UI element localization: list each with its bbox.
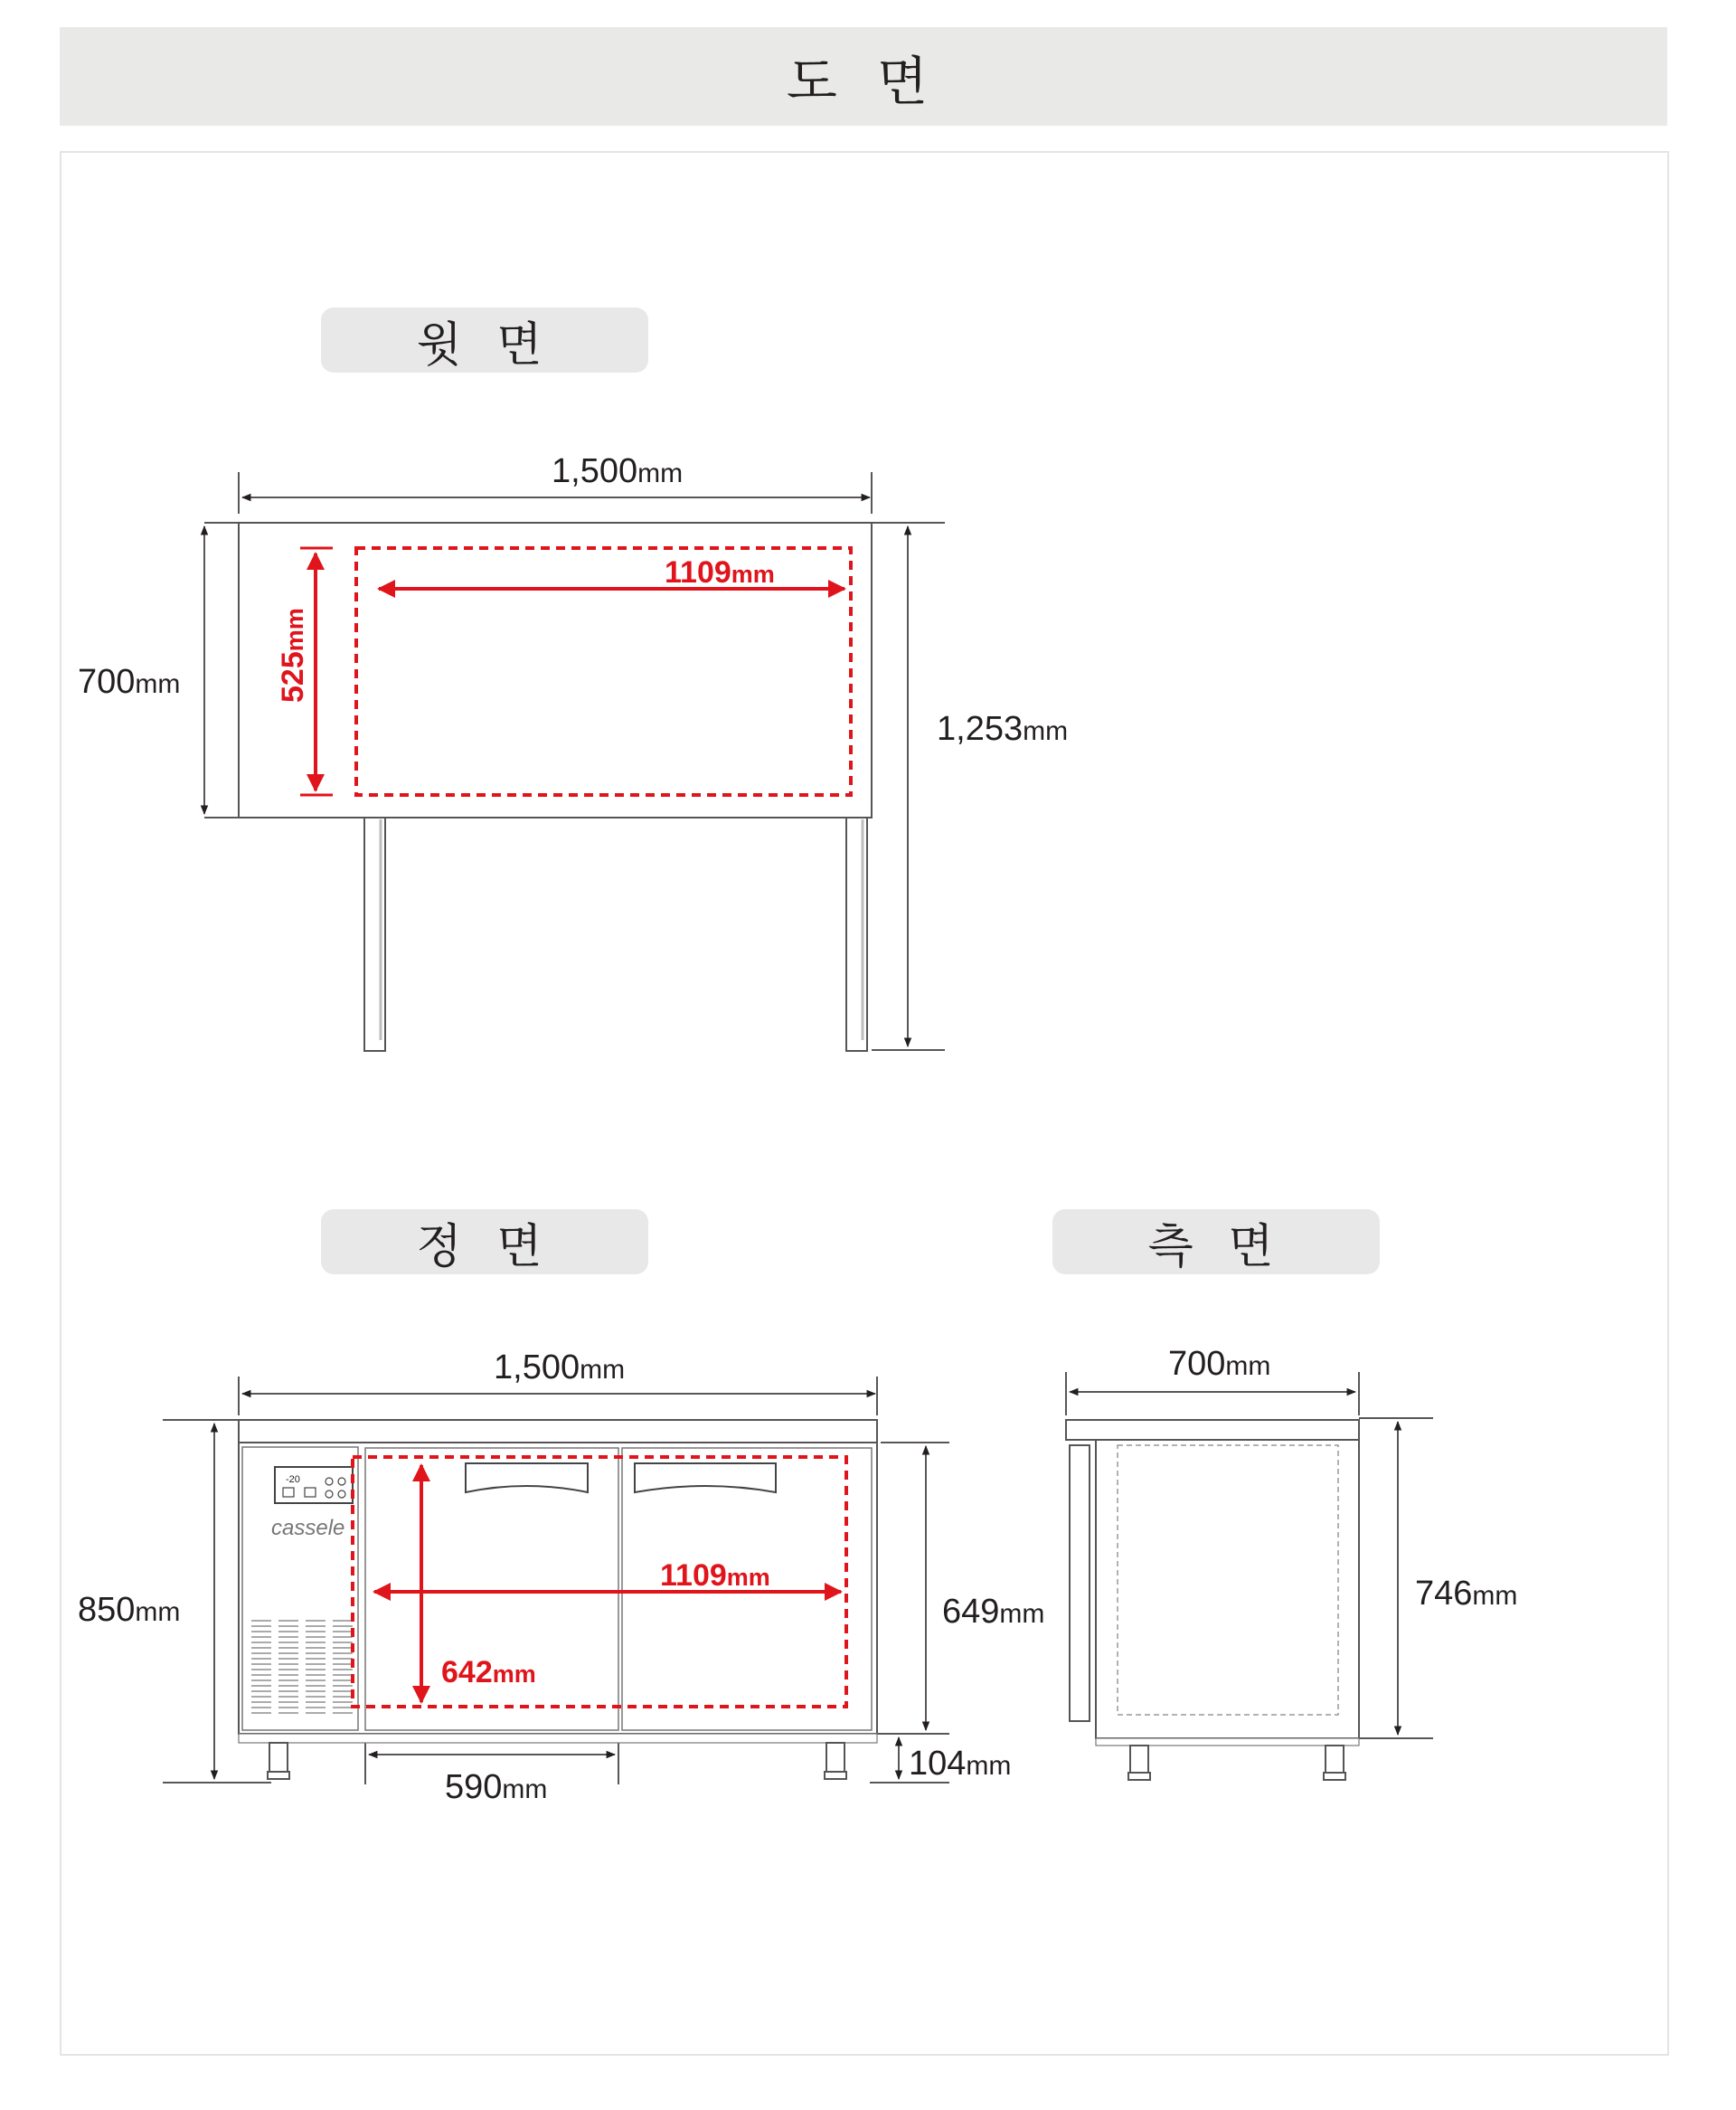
top-height-value: 1,253: [937, 710, 1024, 748]
front-legs: [268, 1743, 846, 1779]
side-view-drawing: [1066, 1345, 1517, 1780]
svg-text:1,253mm: [937, 710, 1068, 748]
top-depth-value: 700: [78, 663, 136, 701]
front-height-unit: mm: [135, 1597, 181, 1627]
top-view-legs: [364, 818, 867, 1051]
front-width-value: 1,500: [494, 1348, 580, 1386]
top-inner-width-unit: mm: [731, 561, 775, 588]
svg-text:642mm: [441, 1655, 536, 1689]
top-width-unit: mm: [637, 459, 684, 488]
front-top-plate: [239, 1420, 877, 1443]
top-width-value: 1,500: [552, 452, 638, 490]
front-height-value: 850: [78, 1591, 136, 1629]
svg-text:1,500mm: [494, 1348, 625, 1386]
top-view-title: 윗 면: [416, 318, 553, 372]
side-body: [1096, 1440, 1359, 1738]
side-view-title: 측 면: [1147, 1220, 1285, 1273]
leg-height-value: 104: [909, 1745, 967, 1783]
svg-text:649mm: [942, 1593, 1044, 1631]
side-legs: [1128, 1746, 1345, 1780]
body-height-unit: mm: [999, 1599, 1045, 1629]
brand-logo: cassele: [271, 1516, 345, 1540]
svg-text:590mm: [445, 1768, 547, 1806]
front-inner-height-value: 642: [441, 1655, 493, 1689]
svg-text:104mm: [909, 1745, 1011, 1783]
front-inner-width-unit: mm: [726, 1564, 770, 1591]
top-view-drawing: [78, 452, 1068, 1051]
display-readout: -20: [286, 1474, 300, 1485]
top-inner-width-value: 1109: [665, 555, 731, 590]
front-width-unit: mm: [580, 1355, 626, 1385]
side-top-plate: [1066, 1420, 1359, 1440]
svg-text:1109mm: [665, 555, 775, 590]
top-view-counter: [239, 523, 872, 818]
side-depth-unit: mm: [1225, 1351, 1271, 1381]
front-view-title: 정 면: [416, 1220, 553, 1273]
side-door-edge: [1070, 1445, 1090, 1721]
front-inner-height-unit: mm: [492, 1661, 536, 1688]
top-depth-unit: mm: [135, 669, 181, 699]
svg-text:1,500mm: [552, 452, 683, 490]
page-title: 도 면: [786, 52, 941, 111]
front-view-drawing: [78, 1348, 1044, 1806]
svg-text:746mm: [1415, 1575, 1517, 1613]
top-inner-depth-value: 525: [276, 651, 310, 703]
side-height-unit: mm: [1472, 1581, 1518, 1611]
front-inner-width-value: 1109: [660, 1558, 727, 1593]
door-width-value: 590: [445, 1768, 503, 1806]
svg-text:1109mm: [660, 1558, 770, 1593]
svg-text:700mm: [78, 663, 180, 701]
leg-height-unit: mm: [966, 1751, 1012, 1781]
side-depth-value: 700: [1168, 1345, 1226, 1383]
svg-text:525mm: [276, 608, 310, 703]
side-height-value: 746: [1415, 1575, 1473, 1613]
top-inner-depth-unit: mm: [281, 608, 308, 652]
top-height-unit: mm: [1023, 716, 1069, 746]
svg-text:850mm: [78, 1591, 180, 1629]
body-height-value: 649: [942, 1593, 1000, 1631]
door-width-unit: mm: [502, 1774, 548, 1804]
svg-text:700mm: [1168, 1345, 1270, 1383]
